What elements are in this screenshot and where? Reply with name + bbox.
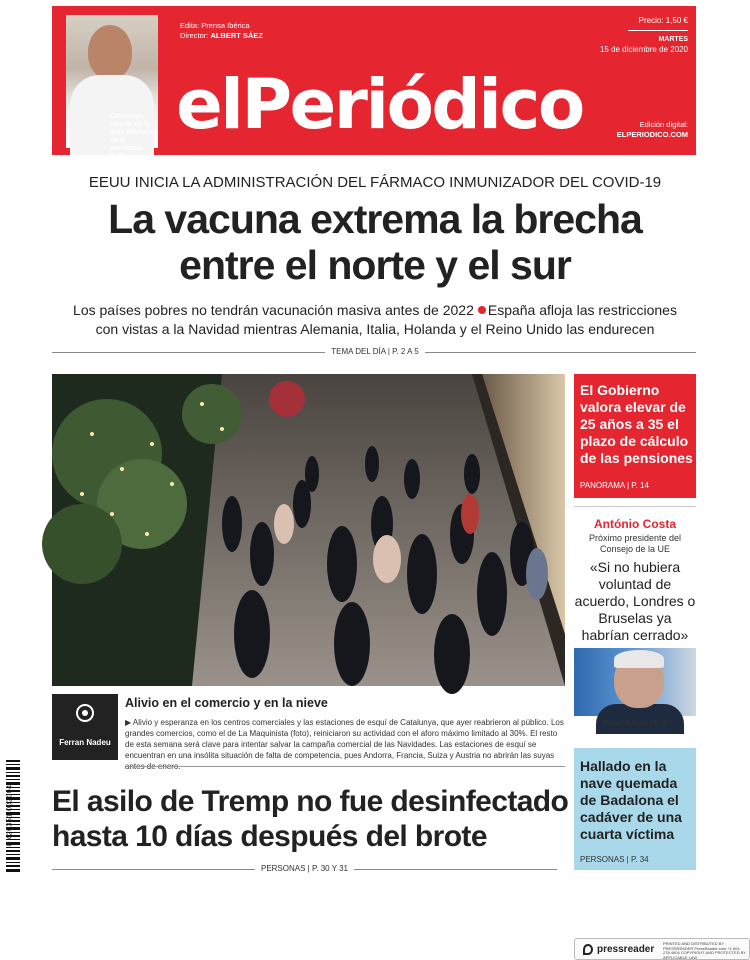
newspaper-logo[interactable]: elPeriódico [176,65,583,145]
photo-credit: Ferran Nadeu [59,738,111,747]
main-headline[interactable]: La vacuna extrema la brecha entre el norte y el sur [108,196,642,288]
pressreader-badge[interactable] [574,938,750,960]
badalona-section: PERSONAS | P. 34 [580,855,649,864]
editor-info [180,21,263,41]
photo-credit-box [52,694,118,760]
caption-divider [125,766,565,767]
chef-face [88,25,132,79]
crowd-illustration [52,374,565,686]
second-section-label[interactable]: PERSONAS | P. 30 Y 31 [52,864,557,873]
camera-icon [76,704,94,722]
main-section-label[interactable]: TEMA DEL DÍA | P. 2 A 5 [0,347,750,356]
issue-info [600,16,688,55]
pensions-section: PANORAMA | P. 14 [580,481,649,490]
portrait-hair [614,650,664,668]
director-line: Director: ALBERT SÁEZ [180,31,263,40]
masthead [52,6,696,160]
digital-edition [617,120,688,140]
digital-label: Edición digital: [639,120,688,129]
badalona-teaser-text: Hallado en la nave quemada de Badalona el cadáver de una cuarta víctima [580,758,682,842]
quote-text: «Si no hubiera voluntad de acuerdo, Londres o Bruselas ya habrían cerrado» [574,559,696,643]
pressreader-fine-print: PRINTED AND DISTRIBUTED BY PRESSREADER PressReader.com +1 604 278 4604 COPYRIGHT AND PROTECTED BY APPLICABLE LAW [663,941,746,960]
caption-title[interactable]: Alivio en el comercio y en la nieve [125,696,328,710]
quote-author: António Costa [594,517,676,531]
pensions-teaser-text: El Gobierno valora elevar de 25 años a 35 el plazo de cálculo de las pensiones [580,382,693,466]
quote-author-role: Próximo presidente del Consejo de la UE [588,533,682,554]
second-headline[interactable]: El asilo de Tremp no fue desinfectado hasta 10 días después del brote [52,785,569,853]
promo-photo-chef[interactable] [66,15,158,160]
price: Precio: 1,50 € [628,16,688,31]
pensions-teaser[interactable] [574,374,696,498]
main-photo-shopping-crowd[interactable] [52,374,565,686]
issue-date: 15 de diciembre de 2020 [599,45,688,54]
caption-body: ▶ Alivio y esperanza en los centros comerciales y las estaciones de esquí de Catalunya, que ayer reabrieron al público. Los grandes comercios, como el de La Maquinista (foto), reiniciaron su actividad con el aforo máximo limitado al 30%. El resto de esta semana será clave para intentar salvar la campaña comercial de las Navidades. Las estaciones de esquí se encuentran en una insólita situación de falta de competencia, pues Andorra, Francia, Suiza y Austria no abrirán las suyas [125,718,564,760]
main-kicker: EEUU INICIA LA ADMINISTRACIÓN DEL FÁRMACO INMUNIZADOR DEL COVID-19 [88,174,662,191]
publisher-line: Edita: Prensa Ibérica [180,21,250,30]
pressreader-logo: pressreader [597,944,655,955]
issue-day: MARTES [658,36,688,43]
pressreader-icon [583,944,593,955]
quote-teaser[interactable] [574,506,696,644]
promo-page: P. 48 [110,153,126,160]
bullet-dot-icon [478,306,486,314]
main-subheadline: Los países pobres no tendrán vacunación masiva antes de 2022 España afloja las restricciones con vistas a la Navidad mientras Alemania, Italia, Holanda y el Reino Unido las endurecen [73,302,677,337]
promo-caption: Catalunya triunfa en la guía Michelin de la pandemia. P. 48 [110,113,160,161]
portrait-section[interactable]: PANORAMA | P. 8 [602,719,668,728]
barcode-number: 8 420351 002004 [6,784,14,847]
badalona-teaser[interactable] [574,748,696,870]
digital-url[interactable]: ELPERIODICO.COM [616,130,688,139]
portrait-photo-costa[interactable] [574,648,696,716]
